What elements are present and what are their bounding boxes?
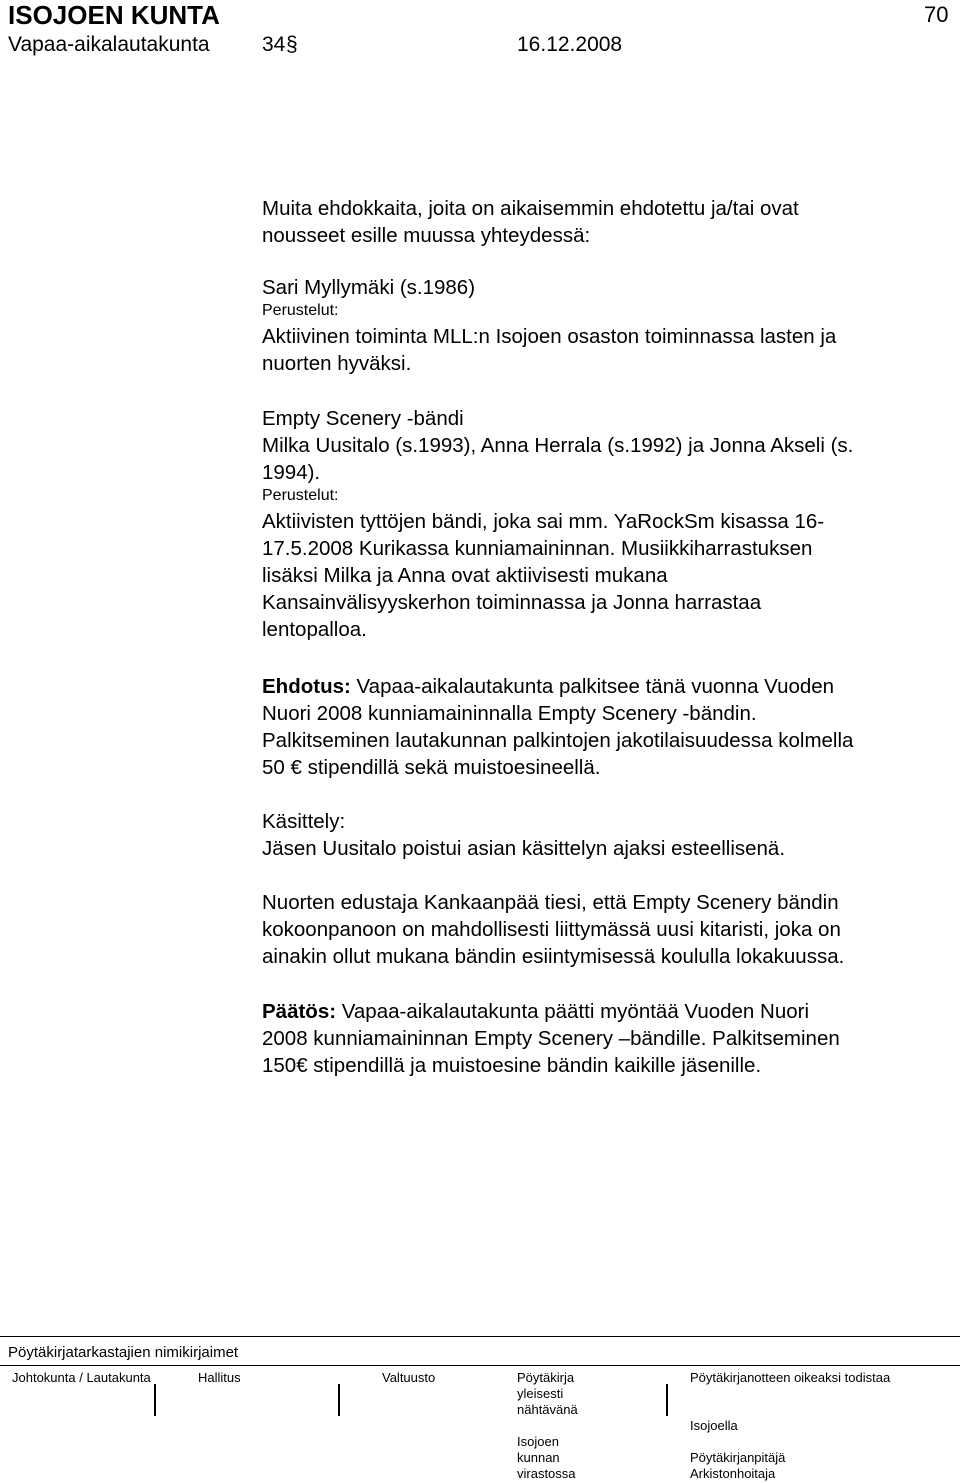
proposal-text: Vapaa-aikalautakunta palkitsee tänä vuonna Vuoden	[350, 675, 835, 698]
footer-certify-text: Pöytäkirjanpitäjä	[690, 1450, 786, 1465]
footer-minutes-text: virastossa	[517, 1466, 576, 1481]
proposal-line	[262, 673, 834, 701]
footer-minutes-text: kunnan	[517, 1450, 560, 1465]
footer-minutes-text: Isojoen	[517, 1434, 559, 1449]
reason-label: Perustelut:	[262, 487, 339, 504]
footer-minutes-text: nähtävänä	[517, 1402, 578, 1417]
footer-divider	[666, 1384, 668, 1416]
section-sign: §	[286, 33, 298, 56]
candidate-name: Sari Myllymäki (s.1986)	[262, 276, 476, 299]
footer-board: Johtokunta / Lautakunta	[12, 1370, 151, 1385]
reason-line: Kansainvälisyyskerhon toiminnassa ja Jonna harrastaa	[262, 591, 762, 614]
decision-text: Vapaa-aikalautakunta päätti myöntää Vuoden Nuori	[336, 1000, 810, 1023]
proposal-line: Palkitseminen lautakunnan palkintojen jakotilaisuudessa kolmella	[262, 729, 854, 752]
note-line: kokoonpanoon on mahdollisesti liittymässä uusi kitaristi, joka on	[262, 918, 841, 941]
intro-line: Muita ehdokkaita, joita on aikaisemmin ehdotettu ja/tai ovat	[262, 197, 799, 220]
page-number: 70	[924, 2, 949, 27]
section-number: 34	[262, 33, 286, 56]
footer-certify-text: Arkistonhoitaja	[690, 1466, 776, 1481]
footer-divider	[154, 1384, 156, 1416]
committee-name: Vapaa-aikalautakunta	[8, 33, 210, 56]
footer-mid-rule	[0, 1365, 960, 1366]
footer-minutes-text: Pöytäkirja	[517, 1370, 575, 1385]
footer-certify-text: Pöytäkirjanotteen oikeaksi todistaa	[690, 1370, 891, 1385]
reason-line: lisäksi Milka ja Anna ovat aktiivisesti mukana	[262, 564, 668, 587]
footer-government: Hallitus	[198, 1370, 241, 1385]
footer-title: Pöytäkirjatarkastajien nimikirjaimet	[8, 1344, 239, 1361]
footer-certify-text: Isojoella	[690, 1418, 738, 1433]
reason-label: Perustelut:	[262, 302, 339, 319]
footer-council: Valtuusto	[382, 1370, 436, 1385]
footer-top-rule	[0, 1336, 960, 1337]
reason-line: nuorten hyväksi.	[262, 352, 412, 375]
proposal-line: Nuori 2008 kunniamaininnalla Empty Scenery -bändin.	[262, 702, 757, 725]
proposal-label: Ehdotus:	[262, 675, 351, 698]
reason-line: Aktiivisten tyttöjen bändi, joka sai mm. YaRockSm kisassa 16-	[262, 510, 825, 533]
candidate-name: Empty Scenery -bändi	[262, 407, 464, 430]
handling-line: Jäsen Uusitalo poistui asian käsittelyn ajaksi esteellisenä.	[262, 837, 786, 860]
decision-label: Päätös:	[262, 1000, 337, 1023]
handling-label: Käsittely:	[262, 810, 346, 833]
decision-line	[262, 998, 809, 1026]
members-line: Milka Uusitalo (s.1993), Anna Herrala (s.1992) ja Jonna Akseli (s.	[262, 434, 854, 457]
note-line: Nuorten edustaja Kankaanpää tiesi, että Empty Scenery bändin	[262, 891, 839, 914]
reason-line: Aktiivinen toiminta MLL:n Isojoen osaston toiminnassa lasten ja	[262, 325, 837, 348]
organization-title: ISOJOEN KUNTA	[8, 0, 220, 30]
decision-line: 2008 kunniamaininnan Empty Scenery –bändille. Palkitseminen	[262, 1027, 840, 1050]
reason-line: lentopalloa.	[262, 618, 367, 641]
meeting-date: 16.12.2008	[517, 33, 623, 56]
proposal-line: 50 € stipendillä sekä muistoesineellä.	[262, 756, 601, 779]
footer-divider	[338, 1384, 340, 1416]
reason-line: 17.5.2008 Kurikassa kunniamaininnan. Musiikkiharrastuksen	[262, 537, 813, 560]
members-line: 1994).	[262, 461, 321, 484]
intro-line: nousseet esille muussa yhteydessä:	[262, 224, 591, 247]
note-line: ainakin ollut mukana bändin esiintymisessä koululla lokakuussa.	[262, 945, 845, 968]
footer-minutes-text: yleisesti	[517, 1386, 564, 1401]
decision-line: 150€ stipendillä ja muistoesine bändin kaikille jäsenille.	[262, 1054, 762, 1077]
